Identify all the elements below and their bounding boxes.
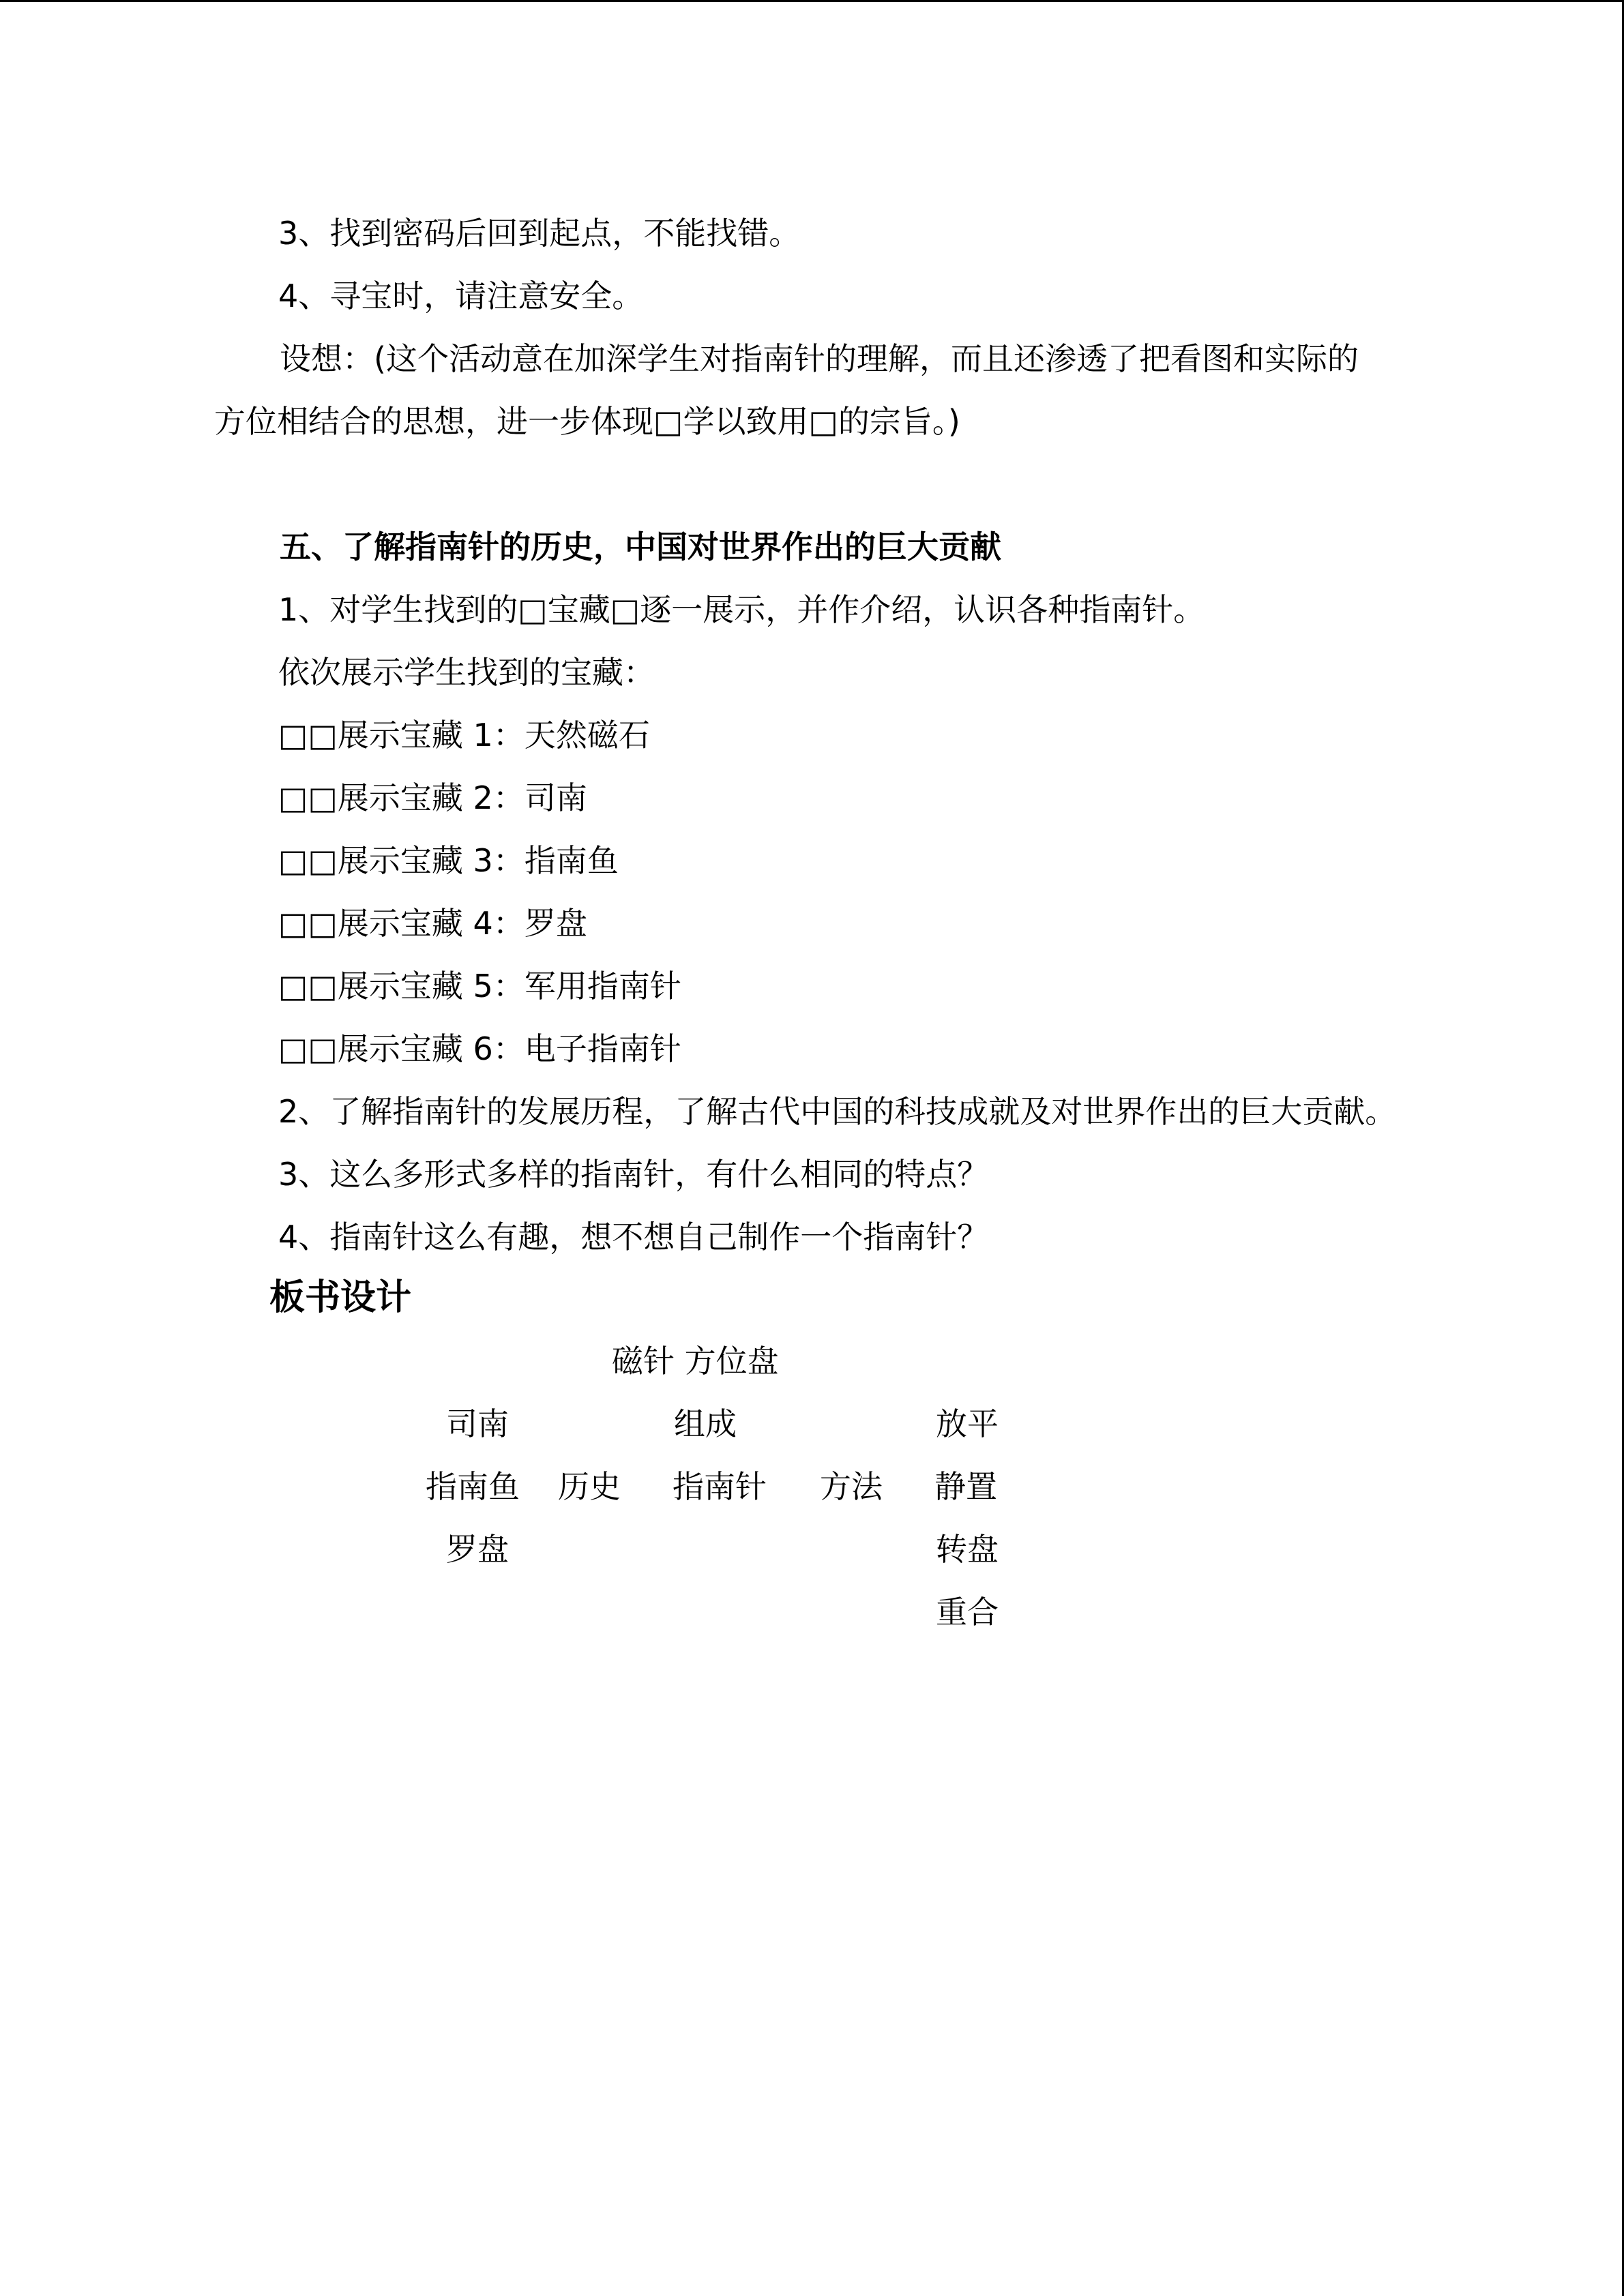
treasure-4: □□展示宝藏 4：罗盘 [278, 905, 587, 942]
design-note-line-2: 方位相结合的思想，进一步体现□学以致用□的宗旨。) [214, 403, 960, 440]
treasure-1: □□展示宝藏 1：天然磁石 [278, 717, 650, 754]
board-history-item-3: 罗盘 [446, 1531, 509, 1568]
step-2: 2、了解指南针的发展历程，了解古代中国的科技成就及对世界作出的巨大贡献。 [278, 1093, 1397, 1130]
board-method-item-4: 重合 [936, 1594, 999, 1630]
page-border-top [0, 0, 1624, 2]
board-method-item-3: 转盘 [936, 1531, 999, 1568]
rule-3: 3、找到密码后回到起点，不能找错。 [278, 215, 801, 252]
board-history-item-1: 司南 [446, 1405, 509, 1442]
step-1: 1、对学生找到的□宝藏□逐一展示，并作介绍，认识各种指南针。 [278, 591, 1205, 628]
board-history-label: 历史 [558, 1468, 621, 1505]
design-note-line-1: 设想：(这个活动意在加深学生对指南针的理解，而且还渗透了把看图和实际的 [280, 340, 1359, 377]
board-design-title: 板书设计 [269, 1277, 412, 1318]
step-3: 3、这么多形式多样的指南针，有什么相同的特点？ [278, 1156, 989, 1193]
board-history-item-2: 指南鱼 [426, 1468, 520, 1505]
show-intro: 依次展示学生找到的宝藏： [278, 654, 655, 691]
board-method-item-1: 放平 [936, 1405, 999, 1442]
board-components: 磁针 方位盘 [612, 1343, 779, 1380]
rule-4: 4、寻宝时，请注意安全。 [278, 278, 644, 314]
treasure-5: □□展示宝藏 5：军用指南针 [278, 968, 681, 1004]
board-method-item-2: 静置 [934, 1468, 997, 1505]
board-method-label: 方法 [820, 1468, 883, 1505]
section-5-heading: 五、了解指南针的历史，中国对世界作出的巨大贡献 [280, 528, 1001, 565]
treasure-3: □□展示宝藏 3：指南鱼 [278, 842, 619, 879]
treasure-2: □□展示宝藏 2：司南 [278, 779, 587, 816]
board-composition-label: 组成 [674, 1405, 737, 1442]
step-4: 4、指南针这么有趣，想不想自己制作一个指南针？ [278, 1219, 989, 1255]
treasure-6: □□展示宝藏 6：电子指南针 [278, 1030, 681, 1067]
board-center: 指南针 [673, 1468, 767, 1505]
